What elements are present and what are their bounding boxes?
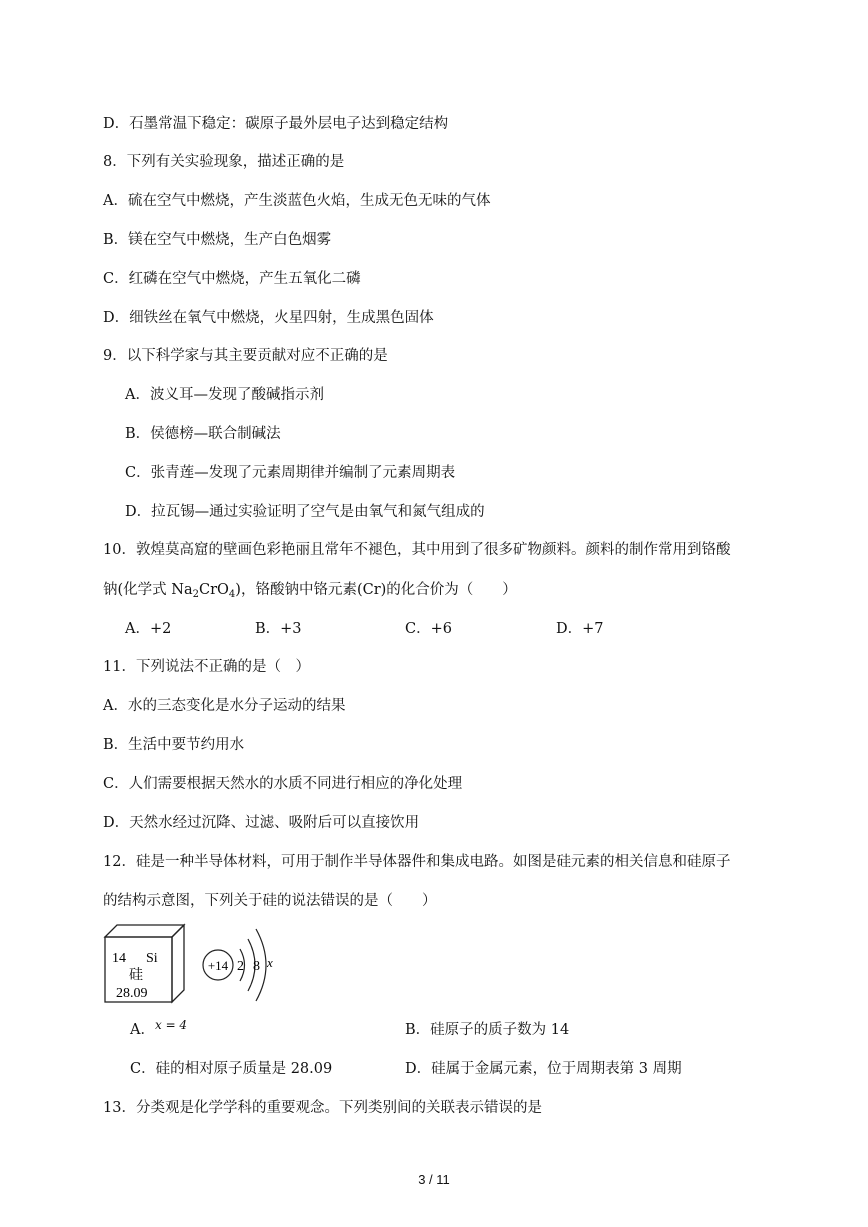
q10-option-b: B．+3 — [255, 621, 302, 637]
element-name: 硅 — [129, 968, 143, 983]
element-cell-top-face — [105, 925, 184, 937]
q9-option-d: D．拉瓦锡—通过实验证明了空气是由氧气和氮气组成的 — [125, 504, 485, 520]
q10-stem-part2: CrO — [198, 582, 229, 598]
shell-2-electrons: 8 — [253, 959, 260, 974]
q10-option-c: C．+6 — [405, 621, 452, 637]
q7-option-d: D．石墨常温下稳定：碳原子最外层电子达到稳定结构 — [103, 116, 449, 132]
shell-1-electrons: 2 — [237, 959, 244, 974]
atomic-mass: 28.09 — [116, 986, 148, 1001]
q12-option-d: D．硅属于金属元素，位于周期表第 3 周期 — [405, 1061, 682, 1077]
q11-option-b: B．生活中要节约用水 — [103, 737, 245, 753]
page-number: 3 / 11 — [418, 1172, 450, 1187]
q10-stem-line1: 10．敦煌莫高窟的壁画色彩艳丽且常年不褪色，其中用到了很多矿物颜料。颜料的制作常用到铬酸 — [103, 542, 731, 558]
q10-stem-line2 — [103, 580, 517, 600]
q12-stem-line1: 12．硅是一种半导体材料，可用于制作半导体器件和集成电路。如图是硅元素的相关信息和硅原子 — [103, 854, 731, 870]
q8-option-d: D．细铁丝在氧气中燃烧，火星四射，生成黑色固体 — [103, 310, 434, 326]
q8-option-a: A．硫在空气中燃烧，产生淡蓝色火焰，生成无色无味的气体 — [103, 193, 491, 209]
q11-option-a: A．水的三态变化是水分子运动的结果 — [103, 698, 346, 714]
shell-3-electrons: x — [267, 955, 273, 970]
silicon-figure — [100, 920, 290, 1006]
q10-subscript-2: 4 — [228, 589, 236, 600]
q9-option-b: B．侯德榜—联合制碱法 — [125, 426, 281, 442]
q12-stem-line2: 的结构示意图，下列关于硅的说法错误的是（ ） — [103, 893, 437, 909]
atomic-number: 14 — [112, 951, 126, 966]
q10-subscript-1: 2 — [192, 589, 199, 600]
q8-option-b: B．镁在空气中燃烧，生产白色烟雾 — [103, 232, 332, 248]
q12-option-a-label: A． — [130, 1022, 155, 1038]
q8-stem: 8．下列有关实验现象，描述正确的是 — [103, 154, 345, 170]
q12-option-a-expr: x = 4 — [154, 1018, 188, 1032]
q9-option-a: A．波义耳—发现了酸碱指示剂 — [125, 387, 324, 403]
q10-stem-part3: )，铬酸钠中铬元素(Cr)的化合价为（ ） — [235, 582, 517, 598]
element-symbol: Si — [146, 951, 158, 966]
q8-option-c: C．红磷在空气中燃烧，产生五氧化二磷 — [103, 271, 361, 287]
q13-stem: 13．分类观是化学学科的重要观念。下列类别间的关联表示错误的是 — [103, 1100, 542, 1116]
nucleus-charge: +14 — [207, 958, 229, 973]
q9-stem: 9．以下科学家与其主要贡献对应不正确的是 — [103, 348, 388, 364]
q10-stem-part1: 钠(化学式 Na — [103, 582, 193, 598]
q12-option-b: B．硅原子的质子数为 14 — [405, 1022, 570, 1038]
element-cell-side-face — [172, 925, 184, 1002]
q12-option-a — [130, 1020, 187, 1040]
q10-option-a: A．+2 — [125, 621, 172, 637]
q11-option-d: D．天然水经过沉降、过滤、吸附后可以直接饮用 — [103, 815, 420, 831]
q11-option-c: C．人们需要根据天然水的水质不同进行相应的净化处理 — [103, 776, 463, 792]
q11-stem: 11．下列说法不正确的是（ ） — [103, 659, 310, 675]
q9-option-c: C．张青莲—发现了元素周期律并编制了元素周期表 — [125, 465, 456, 481]
q12-option-c: C．硅的相对原子质量是 28.09 — [130, 1061, 333, 1077]
q10-option-d: D．+7 — [556, 621, 604, 637]
